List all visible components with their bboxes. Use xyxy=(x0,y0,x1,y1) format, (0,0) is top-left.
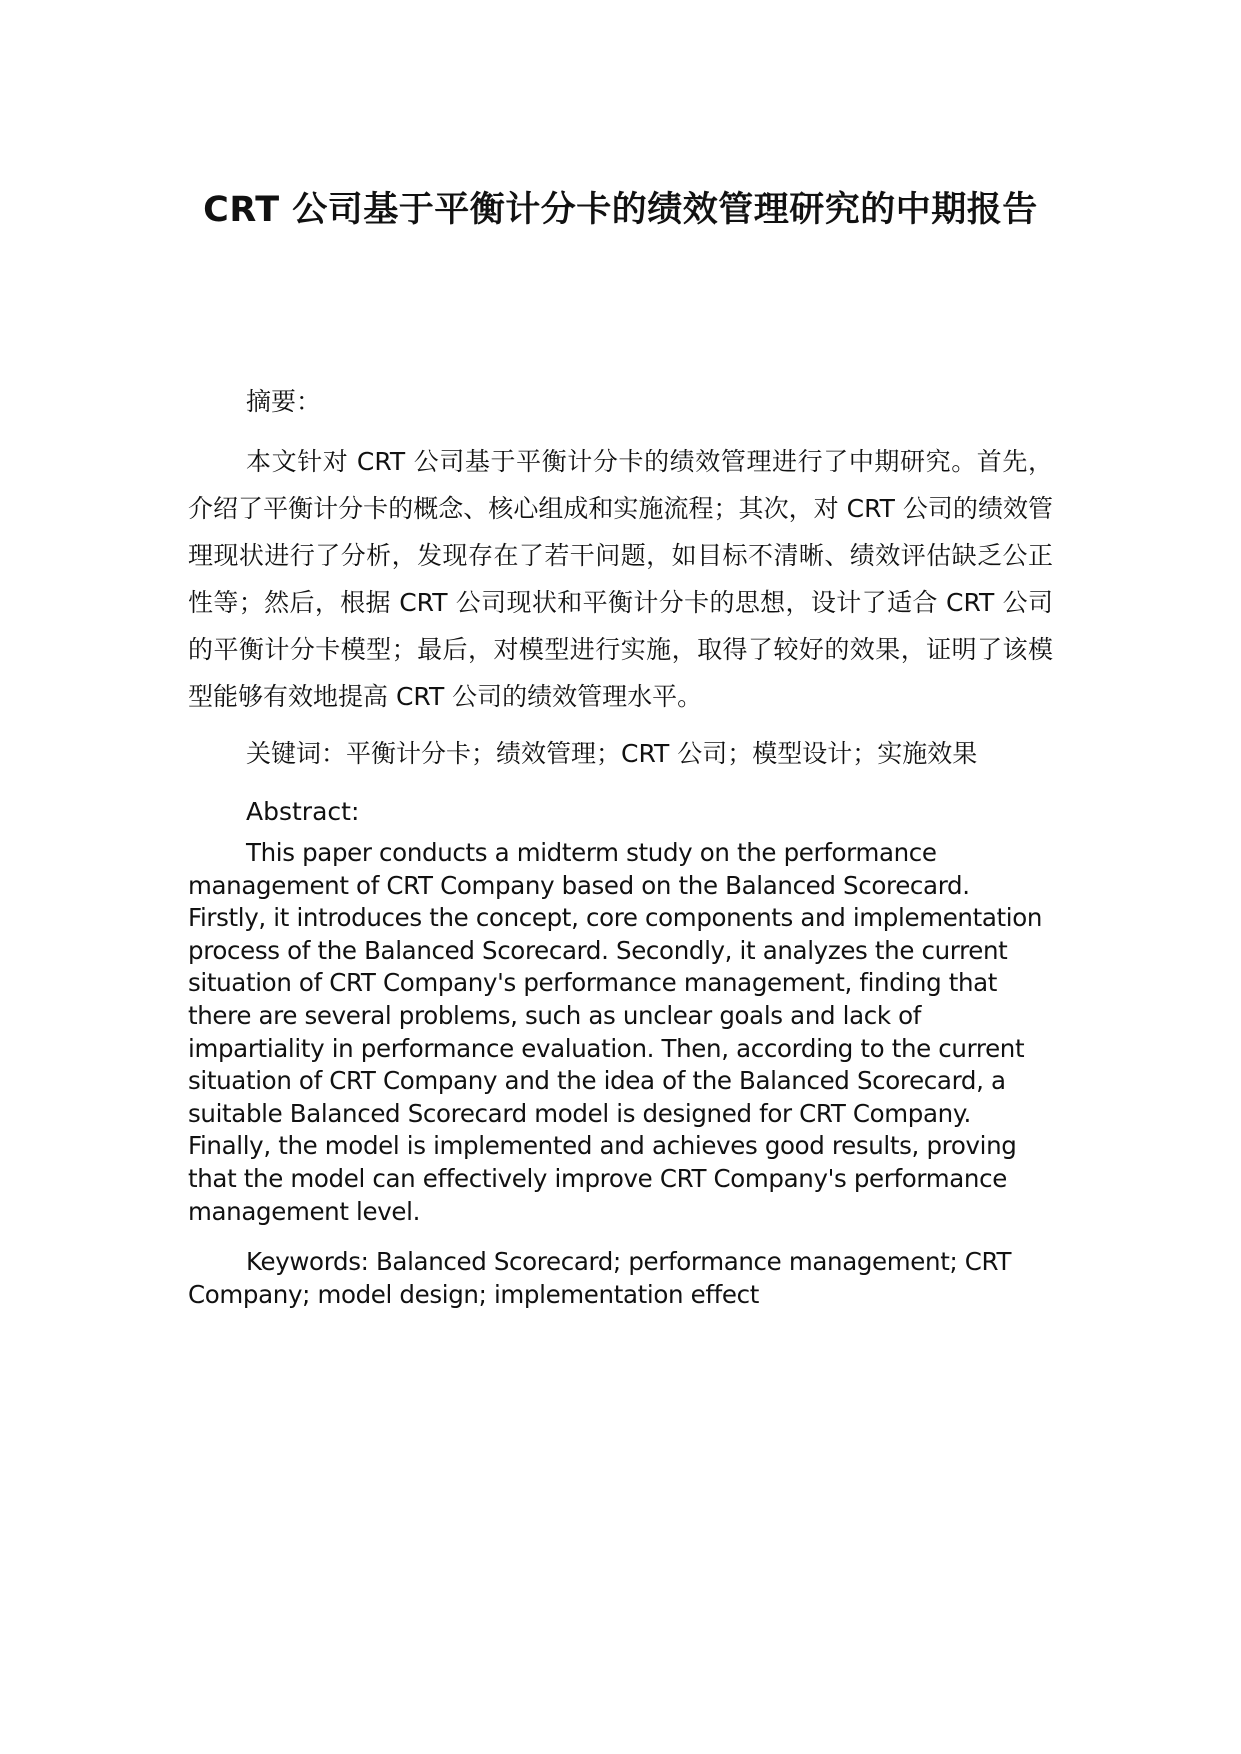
document-title: CRT 公司基于平衡计分卡的绩效管理研究的中期报告 xyxy=(203,190,1038,230)
keywords-en: Keywords: Balanced Scorecard; performance management; CRT Company; model design; implementation effect xyxy=(188,1247,1012,1309)
abstract-en-text: This paper conducts a midterm study on the performance management of CRT Company based on the Balanced Scorecard. Firstly, it introduces the concept, core components and implementation process of the Balanced Scorecard. Secondly, it analyzes the current situation of CRT Company's performance management, finding that there are several problems, such as unclear goals and lack of impartiality in performance evaluation. Then, according to the current situation of CRT Company and the idea of the Balanced Scorecard, a suitable Balanced Scorecard model is designed for CRT Company. Finally, the model is implemented and achieves good results, proving that the model can effectively improve CRT Company's performance management level. xyxy=(188,838,1043,1226)
document-body xyxy=(188,378,1053,1329)
abstract-zh-text: 本文针对 CRT 公司基于平衡计分卡的绩效管理进行了中期研究。首先，介绍了平衡计分卡的概念、核心组成和实施流程；其次，对 CRT 公司的绩效管理现状进行了分析，发现存在了若干问题，如目标不清晰、绩效评估缺乏公正性等；然后，根据 CRT 公司现状和平衡计分卡的思想，设计了适合 CRT 公司的平衡计分卡模型；最后，对模型进行实施，取得了较好的效果，证明了该模型能够有效地提高 CRT 公司的绩效管理水平。 xyxy=(188,447,1053,711)
abstract-zh-label: 摘要： xyxy=(246,387,322,416)
abstract-en-label: Abstract: xyxy=(246,797,360,826)
keywords-zh: 关键词：平衡计分卡；绩效管理；CRT 公司；模型设计；实施效果 xyxy=(246,739,978,768)
